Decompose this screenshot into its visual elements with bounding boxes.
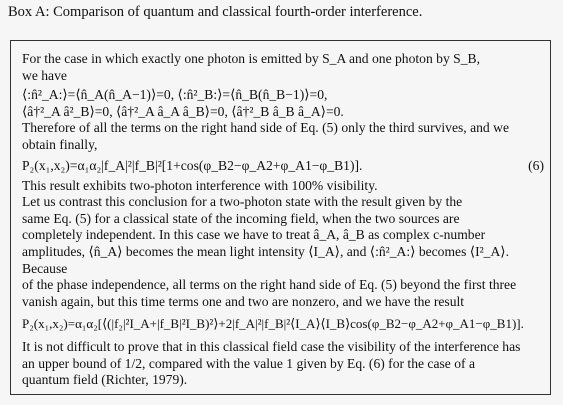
box-title: Box A: Comparison of quantum and classical fourth-order interference. — [8, 4, 423, 20]
para3-line: same Eq. (5) for a classical state of the incoming field, when the two sources are — [22, 210, 460, 226]
math-line-1: ⟨:n̂²_A:⟩=⟨n̂_A(n̂_A−1)⟩=0, ⟨:n̂²_B:⟩=⟨n̂_B(n̂_B−1)⟩=0, — [22, 87, 328, 103]
math-line-2: ⟨â†²_A â²_B⟩=0, ⟨â†²_A â_A â_B⟩=0, ⟨â†²_B â_B â_A⟩=0. — [22, 103, 344, 119]
equation-6-text: P₂(x₁,x₂)=α₁α₂|f_A|²|f_B|²[1+cos(φ_B2−φ_A2+φ_A1−φ_B1)]. — [22, 157, 363, 173]
result-line: This result exhibits two-photon interference with 100% visibility. — [22, 177, 378, 193]
para4-line: an upper bound of 1/2, compared with the value 1 given by Eq. (6) for the case of a — [22, 355, 475, 371]
para4-line: It is not difficult to prove that in this classical field case the visibility of the interference has — [22, 338, 521, 354]
para1-line1: For the case in which exactly one photon is emitted by S_A and one photon by S_B, — [22, 51, 480, 66]
box-frame — [10, 40, 551, 395]
equation-6-number: (6) — [528, 157, 544, 173]
para3-line: vanish again, but this time terms one and two are nonzero, and we have the result — [22, 293, 465, 309]
equation-6 — [22, 156, 544, 176]
para2-line1: Therefore of all the terms on the right hand side of Eq. (5) only the third survives, and we — [22, 120, 509, 136]
para3-line: amplitudes, ⟨n̂_A⟩ becomes the mean light intensity ⟨I_A⟩, and ⟨:n̂²_A:⟩ becomes ⟨I²_A⟩. Because — [22, 243, 509, 276]
para3-line: completely independent. In this case we have to treat â_A, â_B as complex c-number — [22, 227, 486, 243]
box-content — [22, 51, 544, 389]
para2-line2: obtain finally, — [22, 136, 98, 152]
para1-line2: we have — [22, 67, 67, 83]
para3-line: Let us contrast this conclusion for a two-photon state with the result given by the — [22, 194, 463, 210]
para3-line: of the phase independence, all terms on the right hand side of Eq. (5) beyond the first three — [22, 277, 517, 293]
classical-equation: P₂(x₁,x₂)=α₁α₂[⟨(|f₂|²I_A+|f_B|²I_B)²⟩+2|f_A|²|f_B|²⟨I_A⟩⟨I_B⟩cos(φ_B2−φ_A2+φ_A1−φ_B1)]. — [22, 316, 524, 332]
para4-line: quantum field (Richter, 1979). — [22, 372, 188, 388]
